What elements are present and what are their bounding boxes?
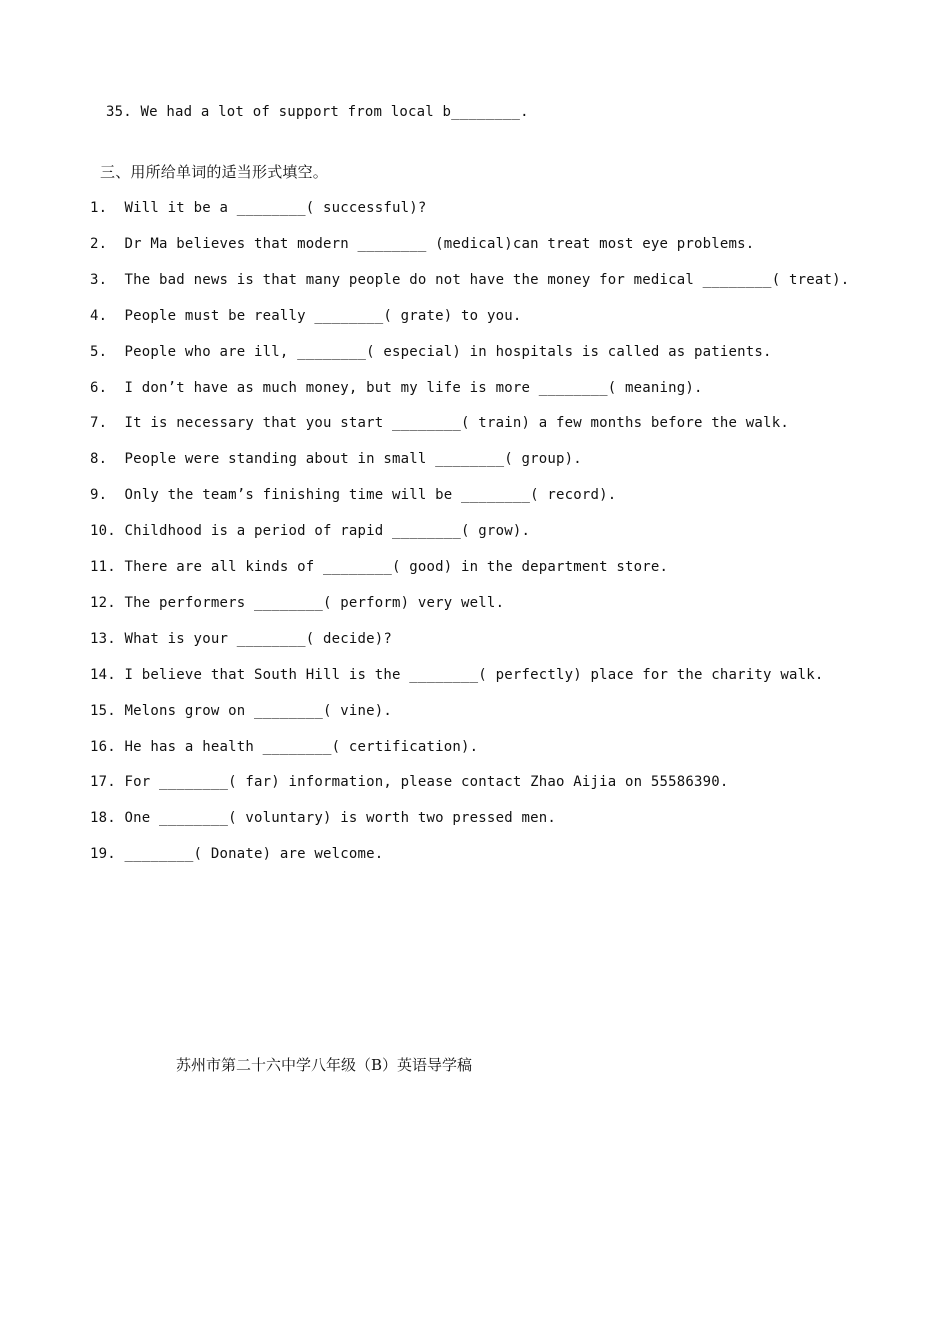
question-text: ________( Donate) are welcome. [124,846,384,862]
question-item [90,270,849,290]
question-number: 15. [90,703,116,719]
question-number: 14. [90,667,116,683]
question-number: 12. [90,595,116,611]
question-item [90,737,478,757]
question-number: 11. [90,559,116,575]
question-item [90,593,504,613]
question-number: 5. [90,344,108,360]
question-text: I don’t have as much money, but my life is more ________( meaning). [115,380,703,396]
question-text: One ________( voluntary) is worth two pressed men. [124,810,556,826]
question-item [90,521,530,541]
question-text: Will it be a ________( successful)? [115,200,427,216]
question-number: 13. [90,631,116,647]
question-item [90,234,754,254]
question-text: He has a health ________( certification). [124,739,479,755]
question-item [90,701,392,721]
question-number: 4. [90,308,108,324]
question-number: 19. [90,846,116,862]
question-number: 3. [90,272,108,288]
question-item [90,557,668,577]
question-text: Melons grow on ________( vine). [124,703,393,719]
question-item [90,342,772,362]
section-title: 三、用所给单词的适当形式填空。 [100,163,329,181]
question-number: 1. [90,200,108,216]
question-item [90,485,616,505]
question-text: People were standing about in small ________( group). [115,451,582,467]
question-number: 6. [90,380,108,396]
question-item [90,772,729,792]
question-item [90,629,392,649]
question-text: For ________( far) information, please contact Zhao Aijia on 55586390. [124,774,729,790]
page-footer: 苏州市第二十六中学八年级（B）英语导学稿 [176,1056,473,1074]
question-number: 9. [90,487,108,503]
question-item [90,844,383,864]
question-number: 10. [90,523,116,539]
question-number: 2. [90,236,108,252]
question-item [90,413,789,433]
question-number: 17. [90,774,116,790]
question-number: 18. [90,810,116,826]
question-item [90,808,556,828]
question-text: What is your ________( decide)? [124,631,393,647]
question-text: It is necessary that you start ________( train) a few months before the walk. [115,415,789,431]
question-item [90,198,427,218]
question-text: The bad news is that many people do not have the money for medical ________( treat). [115,272,850,288]
question-text: Dr Ma believes that modern ________ (medical)can treat most eye problems. [115,236,755,252]
question-item [90,449,582,469]
question-number: 16. [90,739,116,755]
question-item [90,306,521,326]
question-number: 7. [90,415,108,431]
question-text: Only the team’s finishing time will be ________( record). [115,487,617,503]
question-text: People who are ill, ________( especial) in hospitals is called as patients. [115,344,772,360]
question-item [90,665,823,685]
question-item [90,378,703,398]
question-text: Childhood is a period of rapid ________( grow). [124,523,531,539]
question-number: 8. [90,451,108,467]
question-text: People must be really ________( grate) to you. [115,308,522,324]
question-text: There are all kinds of ________( good) in the department store. [124,559,669,575]
question-text: I believe that South Hill is the ________( perfectly) place for the charity walk. [124,667,824,683]
question-35: 35. We had a lot of support from local b________. [106,104,529,120]
question-text: The performers ________( perform) very well. [124,595,505,611]
